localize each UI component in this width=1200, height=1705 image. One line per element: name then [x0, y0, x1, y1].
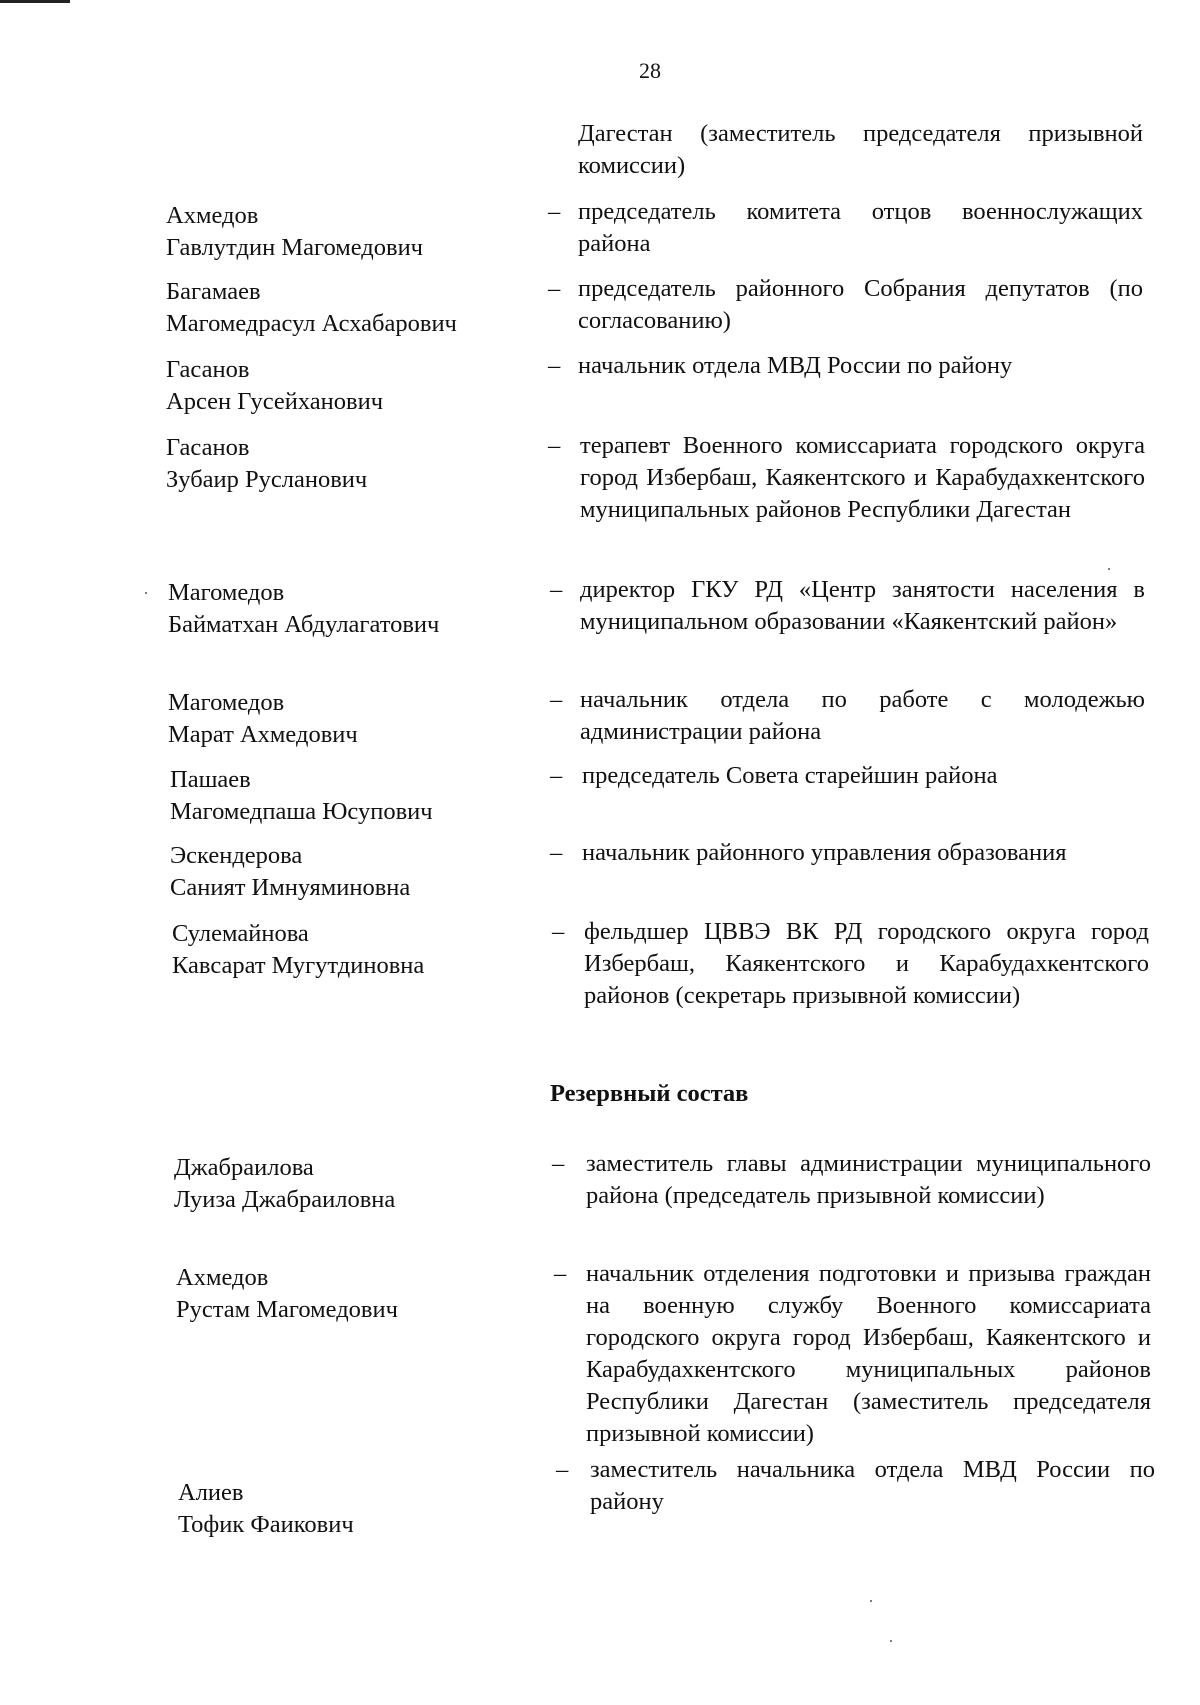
reserve-member-name [174, 1152, 534, 1216]
member-position: терапевт Военного комиссариата городского округа город Избербаш, Каякентского и Карабудахкентского муниципальных районов Республики Дагестан [580, 432, 1145, 523]
member-name [166, 432, 526, 496]
dash: – [552, 918, 565, 945]
page-number: 28 [639, 58, 661, 83]
dash: – [556, 1456, 569, 1483]
member-given-names: Магомедпаша Юсупович [170, 798, 433, 825]
member-given-names: Магомедрасул Асхабарович [166, 310, 457, 337]
member-position: начальник отдела МВД России по району [578, 352, 1013, 379]
member-position: директор ГКУ РД «Центр занятости населения в муниципальном образовании «Каякентский район» [580, 576, 1145, 635]
member-name [170, 764, 530, 828]
member-name [166, 354, 526, 418]
member-name [166, 276, 526, 340]
member-surname: Эскендерова [170, 842, 303, 869]
member-surname: Гасанов [166, 356, 250, 383]
member-given-names: Саният Имнуяминовна [170, 874, 411, 901]
member-name [170, 840, 530, 904]
dash: – [550, 576, 563, 603]
dash: – [550, 762, 563, 789]
member-position: председатель Совета старейшин района [582, 762, 998, 789]
member-name [168, 577, 528, 641]
member-given-names: Луиза Джабраиловна [174, 1186, 396, 1213]
member-surname: Багамаев [166, 278, 261, 305]
scan-edge-mark [0, 0, 70, 3]
member-position: фельдшер ЦВВЭ ВК РД городского округа город Избербаш, Каякентского и Карабудахкентского районов (секретарь призывной комиссии) [584, 918, 1149, 1009]
reserve-member-position: начальник отделения подготовки и призыва граждан на военную службу Военного комиссариата городского округа город Избербаш, Каякентского и Карабудахкентского муниципальных районов Республики Дагестан (заместитель председателя призывной комиссии) [586, 1260, 1151, 1447]
member-given-names: Тофик Фаикович [178, 1511, 354, 1538]
reserve-member-name [176, 1262, 536, 1326]
scan-speck [145, 592, 147, 594]
member-given-names: Арсен Гусейханович [166, 388, 384, 415]
member-position: начальник отдела по работе с молодежью администрации района [580, 686, 1145, 745]
dash: – [548, 352, 561, 379]
dash: – [548, 198, 561, 225]
member-given-names: Рустам Магомедович [176, 1296, 398, 1323]
scan-speck [890, 1640, 892, 1642]
member-surname: Ахмедов [166, 202, 259, 229]
member-position: председатель районного Собрания депутатов (по согласованию) [578, 275, 1143, 334]
member-name [166, 200, 526, 264]
reserve-heading: Резервный состав [550, 1080, 749, 1107]
member-surname: Алиев [178, 1479, 244, 1506]
member-surname: Джабраилова [174, 1154, 314, 1181]
scan-speck [1108, 568, 1110, 570]
intro-continuation: Дагестан (заместитель председателя призывной комиссии) [578, 120, 1143, 179]
member-given-names: Гавлутдин Магомедович [166, 234, 423, 261]
member-surname: Пашаев [170, 766, 251, 793]
dash: – [548, 275, 561, 302]
member-surname: Ахмедов [176, 1264, 269, 1291]
dash: – [550, 839, 563, 866]
member-surname: Магомедов [168, 689, 285, 716]
member-name [168, 687, 528, 751]
reserve-member-name [178, 1477, 538, 1541]
member-position: председатель комитета отцов военнослужащих района [578, 198, 1143, 257]
dash: – [554, 1260, 567, 1287]
member-given-names: Зубаир Русланович [166, 466, 368, 493]
reserve-member-position: заместитель начальника отдела МВД России по району [590, 1456, 1155, 1515]
member-surname: Сулемайнова [172, 920, 309, 947]
dash: – [550, 686, 563, 713]
dash: – [548, 432, 561, 459]
member-name [172, 918, 532, 982]
member-given-names: Кавсарат Мугутдиновна [172, 952, 425, 979]
scan-speck [870, 1600, 872, 1602]
reserve-member-position: заместитель главы администрации муниципального района (председатель призывной комиссии) [586, 1150, 1151, 1209]
member-position: начальник районного управления образования [582, 839, 1067, 866]
dash: – [552, 1150, 565, 1177]
member-surname: Магомедов [168, 579, 285, 606]
member-surname: Гасанов [166, 434, 250, 461]
member-given-names: Марат Ахмедович [168, 721, 358, 748]
member-given-names: Байматхан Абдулагатович [168, 611, 440, 638]
